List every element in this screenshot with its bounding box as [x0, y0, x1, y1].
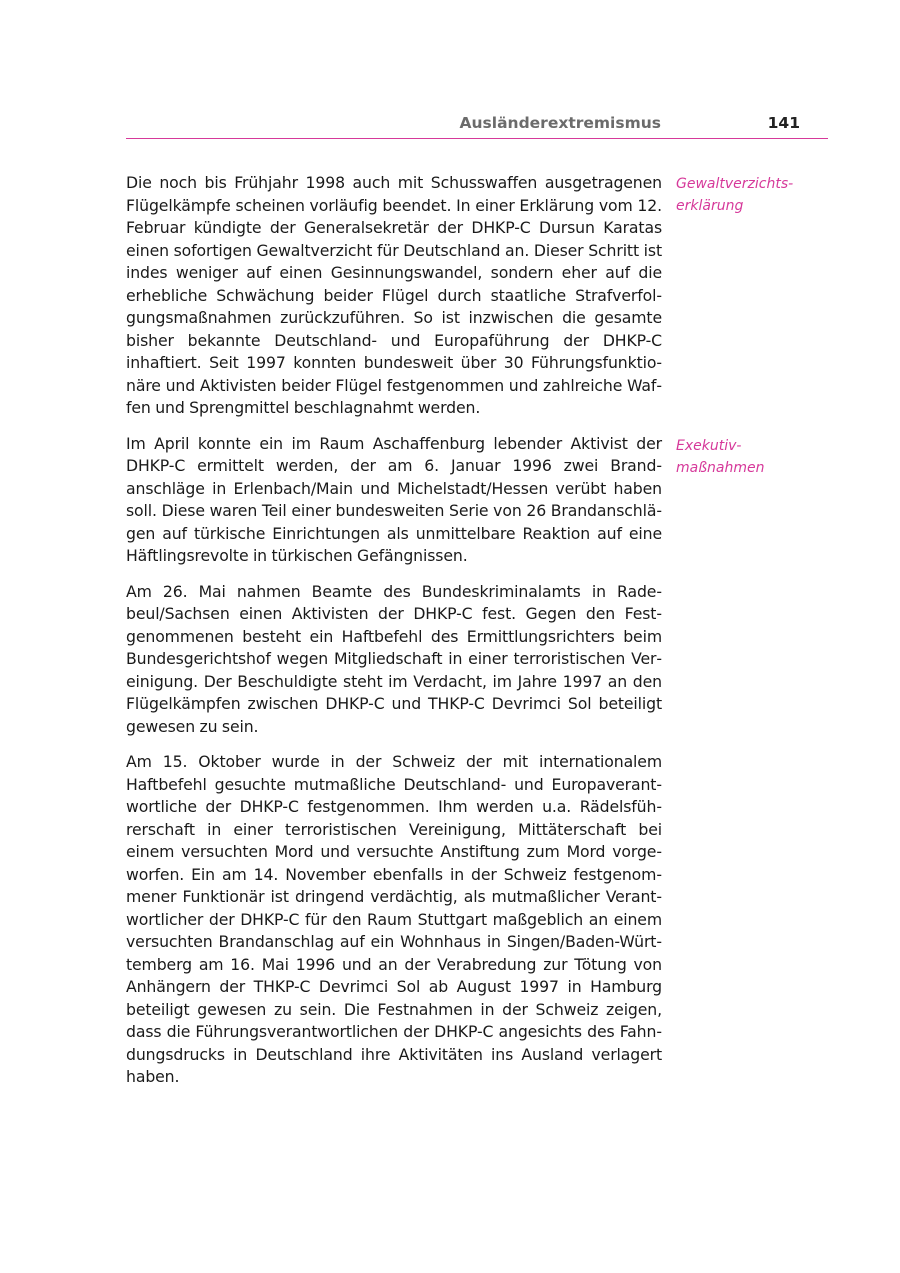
- body-text: [126, 172, 662, 1102]
- page-number: 141: [767, 114, 800, 132]
- margin-note-gewaltverzichtserklaerung: [676, 173, 806, 217]
- paragraph-4: Am 15. Oktober wurde in der Schweiz der mit internationalem Haftbefehl gesuchte mutmaßliche Deutschland- und Europaverantwortliche der DHKP-C festgenommen. Ihm werden u.a. Rädelsführerschaft in einer terroristischen Vereinigung, Mittäterschaft bei einem versuchten Mord und versuchte Anstiftung zum Mord vorgeworfen. Ein am 14. November ebenfalls in der Schweiz festgenommener Funktionär ist dringend verdächtig, als mutmaßlicher Verantwortlicher der DHKP-C für den Raum Stuttgart maßgeblich an einem versuchten Brandanschlag auf ein Wohnhaus in Singen/Baden-Württemberg am 16. Mai 1996 und an der Verabredung zur Tötung von Anhängern der THKP-C Devrimci Sol ab August 1997 in Hamburg beteiligt gewesen zu sein. Die Festnahmen in der Schweiz zeigen, dass die Führungsverantwortlichen der DHKP-C angesichts des Fahndungsdrucks in Deutschland ihre Aktivitäten ins Ausland verlagert haben.: [126, 752, 662, 1086]
- margin-note-exekutivmassnahmen: [676, 435, 806, 479]
- paragraph-2: Im April konnte ein im Raum Aschaffenburg lebender Aktivist der DHKP-C ermittelt werden, der am 6. Januar 1996 zwei Brandanschläge in Erlenbach/Main und Michelstadt/Hessen verübt haben soll. Diese waren Teil einer bundesweiten Serie von 26 Brandanschlägen auf türkische Einrichtungen als unmittelbare Reaktion auf eine Häftlingsrevolte in türkischen Gefängnissen.: [126, 433, 662, 565]
- running-header: [126, 112, 828, 139]
- margin-note-text: Gewaltverzichts- erklärung: [676, 176, 794, 214]
- section-title: Ausländerextremismus: [459, 114, 661, 132]
- paragraph-3: Am 26. Mai nahmen Beamte des Bundeskriminalamts in Radebeul/Sachsen einen Aktivisten der DHKP-C fest. Gegen den Festgenommenen besteht ein Haftbefehl des Ermittlungsrichters beim Bundesgerichtshof wegen Mitgliedschaft in einer terroristischen Vereinigung. Der Beschuldigte steht im Verdacht, im Jahre 1997 an den Flügelkämpfen zwischen DHKP-C und THKP-C Devrimci Sol beteiligt gewesen zu sein.: [126, 581, 662, 736]
- paragraph-1: Die noch bis Frühjahr 1998 auch mit Schusswaffen ausgetragenen Flügelkämpfe scheinen vorläufig beendet. In einer Erklärung vom 12. Februar kündigte der Generalsekretär der DHKP-C Dursun Karatas einen sofortigen Gewaltverzicht für Deutschland an. Dieser Schritt ist indes weniger auf einen Gesinnungswandel, sondern eher auf die erhebliche Schwächung beider Flügel durch staatliche Strafverfolgungsmaßnahmen zurückzuführen. So ist inzwischen die gesamte bisher bekannte Deutschland- und Europaführung der DHKP-C inhaftiert. Seit 1997 konnten bundesweit über 30 Führungsfunktionäre und Aktivisten beider Flügel festgenommen und zahlreiche Waffen und Sprengmittel beschlagnahmt werden.: [126, 173, 662, 417]
- margin-note-text: Exekutiv- maßnahmen: [676, 438, 765, 476]
